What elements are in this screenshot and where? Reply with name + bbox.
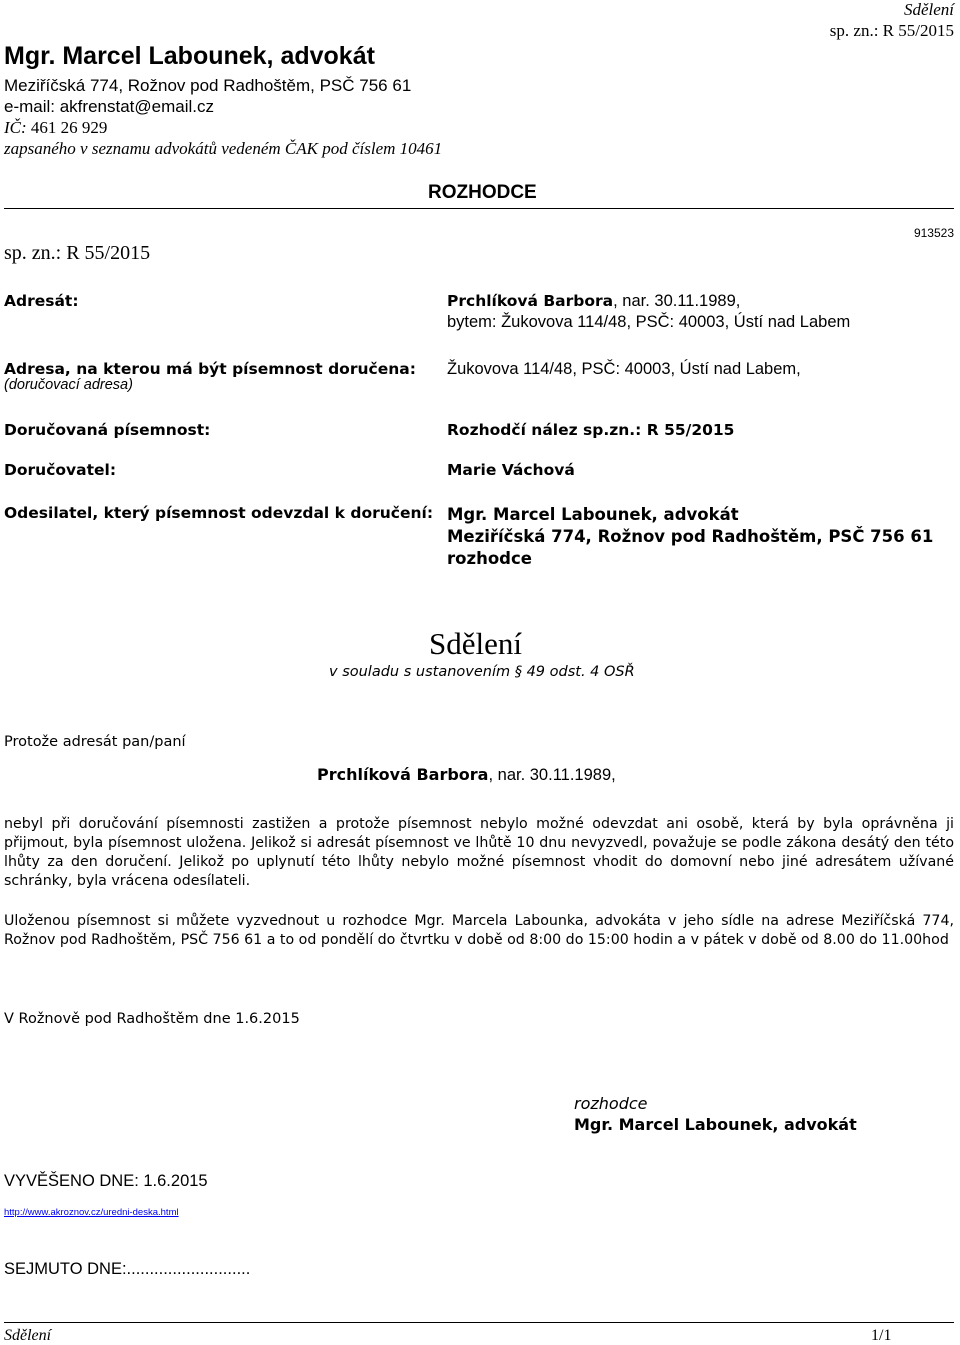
footer-doc-type: Sdělení [4, 1327, 52, 1344]
signature-role: rozhodce [574, 1094, 648, 1113]
signature-name: Mgr. Marcel Labounek, advokát [574, 1115, 857, 1134]
addressee-residence: bytem: Žukovova 114/48, PSČ: 40003, Ústí nad Labem [447, 313, 851, 331]
document-label: Doručovaná písemnost: [4, 421, 211, 439]
delivery-address-label: Adresa, na kterou má být písemnost doručena: [4, 360, 416, 378]
ref-left-label: sp. zn.: [4, 242, 67, 264]
notice-person-birth: , nar. 30.11.1989, [488, 766, 616, 784]
office-ic [4, 118, 107, 138]
document-value: Rozhodčí nález sp.zn.: R 55/2015 [447, 421, 735, 439]
office-name: Mgr. Marcel Labounek, advokát [4, 42, 375, 70]
notice-subtitle: v souladu s ustanovením § 49 odst. 4 OSŘ [329, 664, 635, 680]
notice-intro: Protože adresát pan/paní [4, 734, 186, 750]
footer-divider [4, 1322, 954, 1323]
notice-title: Sdělení [429, 626, 522, 661]
delivery-address-sublabel: (doručovací adresa) [4, 377, 133, 393]
notice-person [317, 765, 616, 785]
addressee-name: Prchlíková Barbora [447, 292, 614, 310]
sender-line-1: Mgr. Marcel Labounek, advokát [447, 505, 739, 524]
ref-left-value: R 55/2015 [66, 242, 151, 264]
sender-line-3: rozhodce [447, 549, 532, 568]
ref-top: sp. zn.: R 55/2015 [829, 21, 954, 40]
delivery-address-value: Žukovova 114/48, PSČ: 40003, Ústí nad Labem, [447, 360, 801, 378]
notice-paragraph-2: Uloženou písemnost si můžete vyzvednout u rozhodce Mgr. Marcela Labounka, advokáta v jeho sídle na adrese Meziříčská 774, Rožnov pod Radhoštěm, PSČ 756 61 a to od pondělí do čtvrtku v době od 8:00 do 15:00 hodin a v pátek v době od 8.00 do 11.00hod [4, 913, 954, 948]
posted-date: VYVĚŠENO DNE: 1.6.2015 [4, 1172, 208, 1190]
notice-paragraph-1: nebyl při doručování písemnosti zastižen a protože písemnost nebylo možné odevzdat ani osobě, která by byla oprávněna ji přijmout, byla písemnost uložena. Jelikož si adresát písemnost ve lhůtě 10 dnu nevyzvedl, považuje se podle zákona desátý den této lhůty za den doručení. Jelikož po uplynutí této lhůty nebylo možné písemnost vhodit do domovní nebo jiné adresátem užívané schránky, byla vrácena odesílateli. [4, 816, 954, 889]
sender-line-2: Meziříčská 774, Rožnov pod Radhoštěm, PSČ 756 61 [447, 527, 934, 546]
footer-page-number: 1/1 [871, 1327, 892, 1344]
office-address: Meziříčská 774, Rožnov pod Radhoštěm, PSČ 756 61 [4, 76, 412, 95]
ref-left [4, 242, 150, 265]
office-email: e-mail: akfrenstat@email.cz [4, 97, 214, 116]
ic-label: IČ: [4, 118, 31, 137]
sender-block [447, 504, 933, 570]
addressee-line [447, 292, 740, 311]
deliverer-value: Marie Váchová [447, 461, 575, 479]
header-divider [4, 208, 954, 209]
office-registration: zapsaného v seznamu advokátů vedeném ČAK pod číslem 10461 [4, 139, 443, 158]
doc-number: 913523 [913, 226, 954, 240]
notice-person-name: Prchlíková Barbora [317, 765, 489, 784]
addressee-label: Adresát: [4, 292, 79, 310]
sender-label: Odesilatel, který písemnost odevzdal k doručení: [4, 504, 434, 522]
notice-board-link[interactable]: http://www.akroznov.cz/uredni-deska.html [4, 1207, 179, 1218]
addressee-birth: , nar. 30.11.1989, [613, 292, 741, 310]
role-heading: ROZHODCE [428, 182, 537, 203]
deliverer-label: Doručovatel: [4, 461, 117, 479]
ic-value: 461 26 929 [30, 118, 108, 137]
removed-date: SEJMUTO DNE:........................... [4, 1260, 251, 1278]
place-date: V Rožnově pod Radhoštěm dne 1.6.2015 [4, 1011, 300, 1027]
doc-type-top: Sdělení [903, 0, 954, 19]
